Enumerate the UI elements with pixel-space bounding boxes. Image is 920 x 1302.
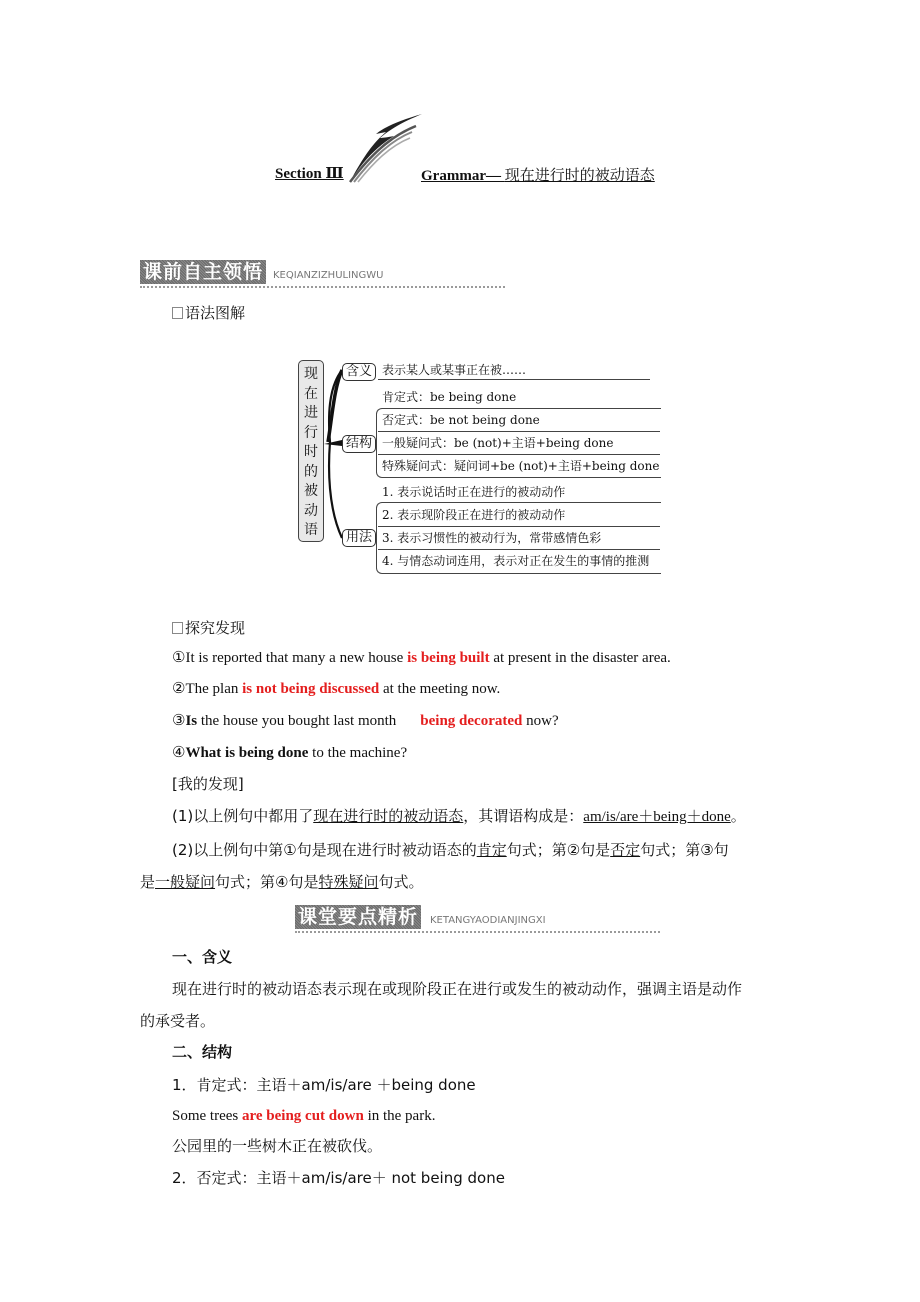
example-number: ④ bbox=[172, 745, 186, 761]
heading-text: 语法图解 bbox=[185, 304, 246, 322]
example-sentence-3 bbox=[172, 711, 559, 731]
structure-heading: 二、结构 bbox=[172, 1043, 233, 1061]
finding-answer: 特殊疑问 bbox=[318, 873, 379, 891]
structure-item-affirmative: 1．肯定式：主语＋am/is/are ＋being done bbox=[172, 1076, 476, 1094]
grammar-title bbox=[421, 164, 655, 185]
mind-map-root bbox=[298, 360, 324, 542]
example-highlight: is being built bbox=[407, 650, 490, 666]
banner-pinyin: KEQIANZIZHULINGWU bbox=[273, 270, 384, 281]
divider bbox=[378, 526, 660, 527]
structure-item-negative: 2．否定式：主语＋am/is/are＋ not being done bbox=[172, 1169, 505, 1187]
usage-item: 1. 表示说话时正在进行的被动动作 bbox=[382, 485, 566, 499]
divider bbox=[378, 431, 660, 432]
example-bold: Is bbox=[185, 713, 198, 729]
divider bbox=[378, 379, 650, 380]
finding-answer: 一般疑问 bbox=[155, 873, 216, 891]
checkbox-icon bbox=[172, 307, 183, 319]
finding-text: 句式；第③句 bbox=[640, 841, 729, 859]
finding-text: (1)以上例句中都用了 bbox=[172, 807, 314, 825]
structure-example-affirmative bbox=[172, 1106, 435, 1126]
example-number: ③ bbox=[172, 713, 186, 729]
example-text: the house you bought last month bbox=[197, 713, 397, 729]
exploration-heading bbox=[172, 617, 245, 638]
banner-divider bbox=[140, 286, 505, 288]
example-text: now? bbox=[522, 713, 559, 729]
root-char: 语 bbox=[304, 522, 318, 538]
root-char: 行 bbox=[304, 424, 318, 441]
finding-1 bbox=[172, 806, 746, 827]
meaning-heading: 一、含义 bbox=[172, 948, 233, 966]
finding-text: 句式；第④句是 bbox=[215, 873, 319, 891]
tag-usage: 用法 bbox=[342, 529, 376, 547]
heading-text: 探究发现 bbox=[185, 619, 246, 637]
banner-title: 课前自主领悟 bbox=[140, 260, 266, 284]
usage-item: 3. 表示习惯性的被动行为，常带感情色彩 bbox=[382, 531, 602, 545]
example-text: The plan bbox=[185, 681, 243, 697]
finding-2-continued bbox=[140, 872, 424, 892]
page-title bbox=[0, 164, 920, 188]
meaning-text-line2: 的承受者。 bbox=[140, 1012, 216, 1030]
branch-connector-icon bbox=[322, 358, 346, 548]
root-char: 的 bbox=[304, 463, 318, 480]
finding-answer: 肯定 bbox=[476, 841, 507, 859]
section-label: Section Ⅲ bbox=[275, 166, 344, 182]
topic-title: 现在进行时的被动语态 bbox=[504, 166, 655, 184]
finding-answer: am/is/are＋being＋done bbox=[583, 809, 731, 825]
section-banner-class bbox=[295, 905, 660, 933]
root-char: 在 bbox=[304, 385, 318, 402]
tag-structure: 结构 bbox=[342, 435, 376, 453]
divider bbox=[378, 454, 660, 455]
meaning-text-line1: 现在进行时的被动语态表示现在或现阶段正在进行或发生的被动动作，强调主语是动作 bbox=[172, 980, 743, 998]
section-banner-preview bbox=[140, 260, 505, 288]
finding-text: 。 bbox=[730, 807, 746, 825]
banner-pinyin: KETANGYAODIANJINGXI bbox=[430, 915, 546, 926]
grammar-label: Grammar— bbox=[421, 168, 501, 184]
root-char: 动 bbox=[304, 502, 318, 519]
usage-item: 2. 表示现阶段正在进行的被动动作 bbox=[382, 508, 566, 522]
finding-2 bbox=[172, 840, 729, 860]
findings-label: [我的发现] bbox=[172, 775, 244, 793]
example-sentence-1 bbox=[172, 648, 671, 668]
example-text: at present in the disaster area. bbox=[489, 650, 671, 666]
example-number: ① bbox=[172, 650, 186, 666]
structure-item: 特殊疑问式：疑问词+be (not)+主语+being done bbox=[382, 459, 660, 473]
finding-text: 句式。 bbox=[378, 873, 424, 891]
example-highlight: are being cut down bbox=[241, 1108, 364, 1124]
structure-item: 否定式：be not being done bbox=[382, 413, 540, 427]
example-text: Some trees bbox=[172, 1108, 242, 1124]
root-char: 现 bbox=[304, 366, 318, 382]
grammar-mind-map bbox=[298, 358, 662, 580]
structure-item: 肯定式：be being done bbox=[382, 390, 517, 404]
example-bold: What is being done bbox=[185, 745, 309, 761]
example-sentence-4 bbox=[172, 743, 407, 763]
banner-divider bbox=[295, 931, 660, 933]
banner-title: 课堂要点精析 bbox=[295, 905, 421, 929]
tag-meaning: 含义 bbox=[342, 363, 376, 381]
example-highlight: being decorated bbox=[420, 713, 523, 729]
finding-text: 句式；第②句是 bbox=[506, 841, 611, 859]
grammar-diagram-heading bbox=[172, 302, 245, 323]
example-highlight: is not being discussed bbox=[242, 681, 380, 697]
root-char: 进 bbox=[304, 405, 318, 421]
root-char: 被 bbox=[304, 483, 318, 499]
divider bbox=[378, 549, 660, 550]
example-text: to the machine? bbox=[308, 745, 408, 761]
checkbox-icon bbox=[172, 622, 183, 634]
meaning-item: 表示某人或某事正在被…… bbox=[382, 363, 527, 377]
finding-text: (2)以上例句中第①句是现在进行时被动语态的 bbox=[172, 841, 477, 859]
structure-example-translation: 公园里的一些树木正在被砍伐。 bbox=[172, 1137, 383, 1155]
root-char: 时 bbox=[304, 444, 318, 460]
example-number: ② bbox=[172, 681, 186, 697]
example-sentence-2 bbox=[172, 679, 500, 699]
example-text: in the park. bbox=[363, 1108, 436, 1124]
usage-item: 4. 与情态动词连用，表示对正在发生的事情的推测 bbox=[382, 554, 650, 568]
finding-text: ，其谓语构成是： bbox=[463, 807, 584, 825]
finding-answer: 现在进行时的被动语态 bbox=[313, 807, 464, 825]
structure-item: 一般疑问式：be (not)+主语+being done bbox=[382, 436, 614, 450]
finding-text: 是 bbox=[140, 873, 156, 891]
finding-answer: 否定 bbox=[610, 841, 641, 859]
example-text: at the meeting now. bbox=[379, 681, 501, 697]
example-text: It is reported that many a new house bbox=[185, 650, 408, 666]
